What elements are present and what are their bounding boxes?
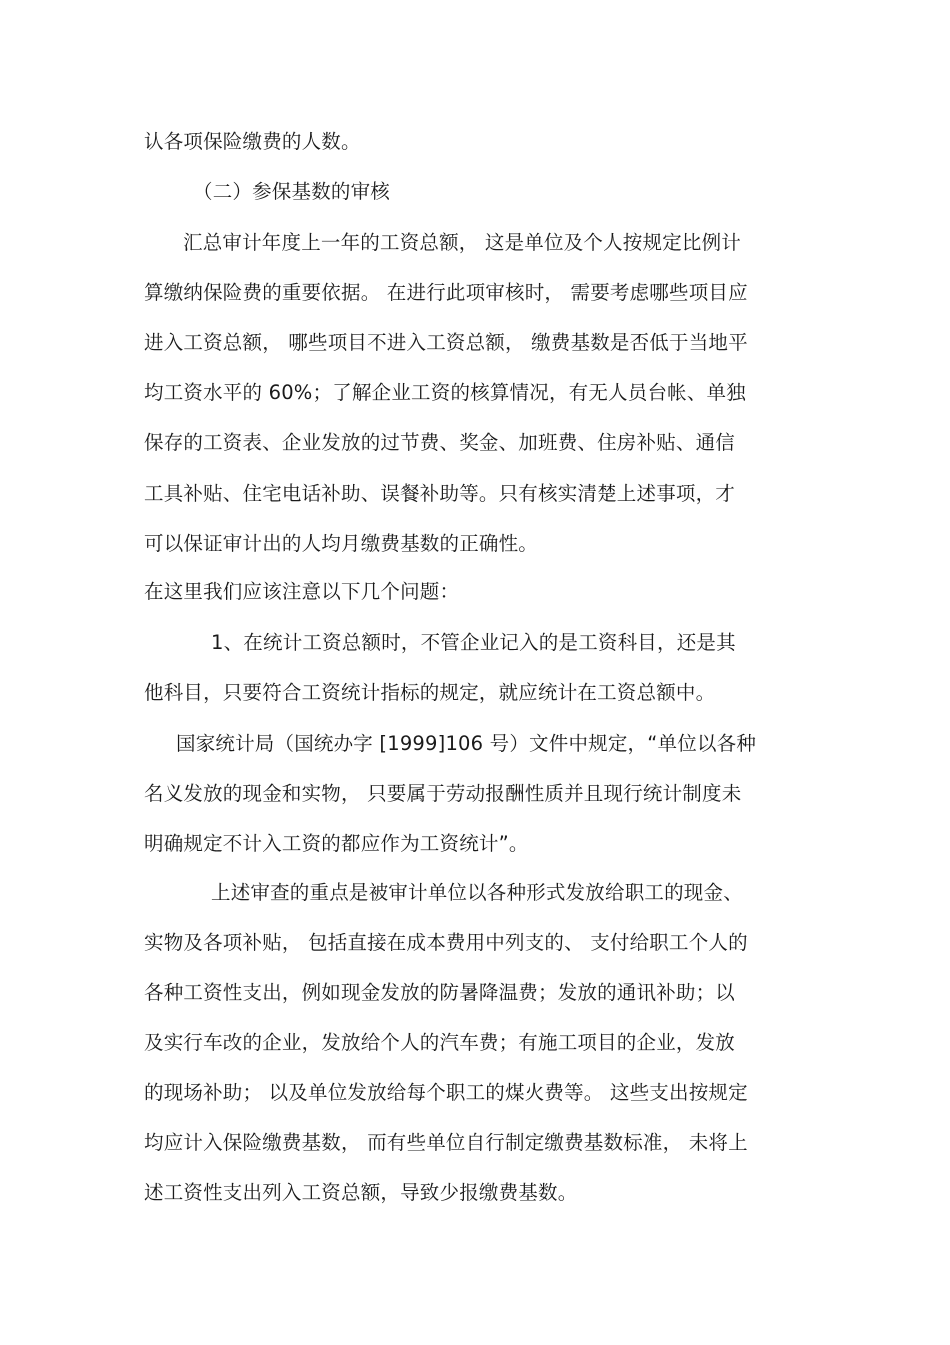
paragraph-line: 实物及各项补贴， 包括直接在成本费用中列支的、 支付给职工个人的 bbox=[144, 931, 748, 954]
paragraph-line: 在这里我们应该注意以下几个问题： bbox=[144, 580, 460, 603]
paragraph-line: 工具补贴、住宅电话补助、误餐补助等。只有核实清楚上述事项，才 bbox=[144, 482, 736, 505]
numbered-item: 1、在统计工资总额时，不管企业记入的是工资科目，还是其 bbox=[211, 631, 736, 654]
paragraph-line: 均应计入保险缴费基数， 而有些单位自行制定缴费基数标准， 未将上 bbox=[144, 1131, 748, 1154]
paragraph-line: 保存的工资表、企业发放的过节费、奖金、加班费、住房补贴、通信 bbox=[144, 431, 736, 454]
paragraph-line: 他科目，只要符合工资统计指标的规定，就应统计在工资总额中。 bbox=[144, 681, 716, 704]
paragraph-line: 国家统计局（国统办字 [1999]106 号）文件中规定，“单位以各种 bbox=[176, 732, 757, 755]
paragraph-line: 明确规定不计入工资的都应作为工资统计”。 bbox=[144, 832, 529, 855]
paragraph-line: 认各项保险缴费的人数。 bbox=[144, 130, 361, 153]
paragraph-line: 名义发放的现金和实物， 只要属于劳动报酬性质并且现行统计制度未 bbox=[144, 782, 742, 805]
paragraph-line: 的现场补助； 以及单位发放给每个职工的煤火费等。 这些支出按规定 bbox=[144, 1081, 748, 1104]
paragraph-line: 及实行车改的企业，发放给个人的汽车费；有施工项目的企业，发放 bbox=[144, 1031, 736, 1054]
paragraph-line: 可以保证审计出的人均月缴费基数的正确性。 bbox=[144, 532, 539, 555]
paragraph-line: 均工资水平的 60%；了解企业工资的核算情况，有无人员台帐、单独 bbox=[144, 381, 746, 404]
paragraph-line: 各种工资性支出，例如现金发放的防暑降温费；发放的通讯补助；以 bbox=[144, 981, 736, 1004]
paragraph-line: 算缴纳保险费的重要依据。 在进行此项审核时， 需要考虑哪些项目应 bbox=[144, 281, 748, 304]
paragraph-line: 汇总审计年度上一年的工资总额， 这是单位及个人按规定比例计 bbox=[183, 231, 741, 254]
paragraph-line: 进入工资总额， 哪些项目不进入工资总额， 缴费基数是否低于当地平 bbox=[144, 331, 748, 354]
paragraph-line: 述工资性支出列入工资总额，导致少报缴费基数。 bbox=[144, 1181, 578, 1204]
section-heading: （二）参保基数的审核 bbox=[193, 180, 391, 203]
paragraph-line: 上述审查的重点是被审计单位以各种形式发放给职工的现金、 bbox=[211, 881, 743, 904]
